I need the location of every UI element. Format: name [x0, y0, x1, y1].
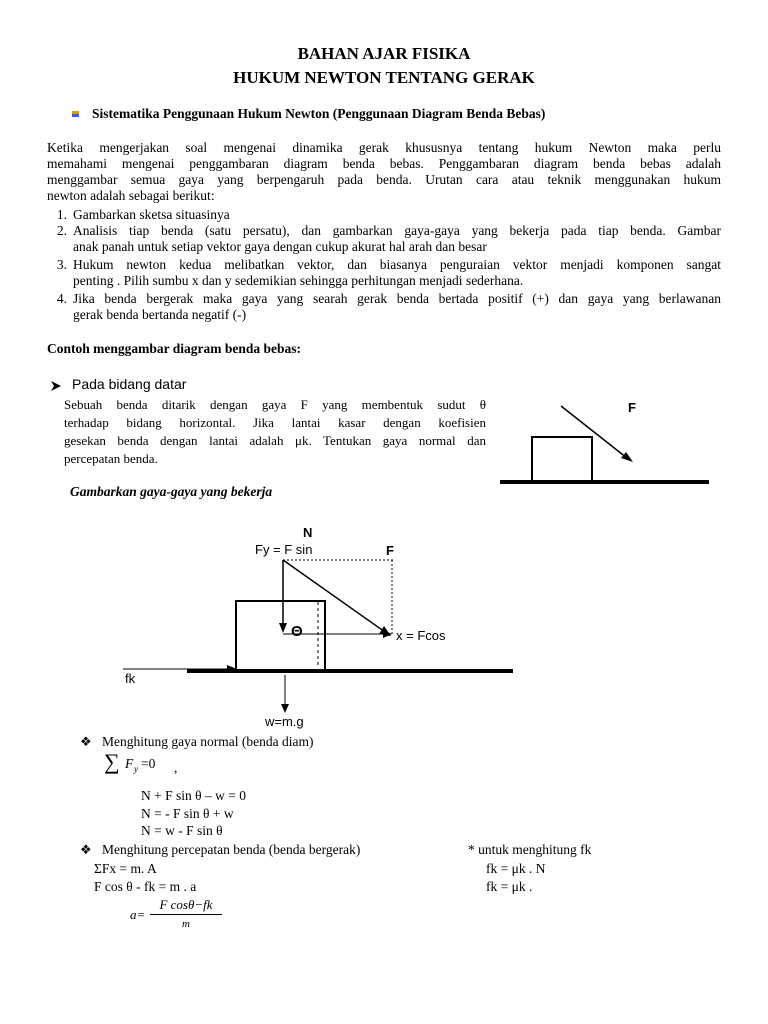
- document-subtitle: HUKUM NEWTON TENTANG GERAK: [233, 68, 535, 87]
- sum-comma: ,: [174, 760, 178, 775]
- step-text: anak panah untuk setiap vektor gaya dengan cukup akurat hal arah dan besar: [73, 239, 487, 254]
- weight-arrowhead-icon: [281, 704, 289, 713]
- fk-eq: fk = μk .: [486, 879, 533, 894]
- label-theta: Θ: [291, 623, 303, 640]
- bullet-icon: [70, 109, 82, 121]
- sum-var: F: [125, 756, 134, 771]
- accel-heading: Menghitung percepatan benda (benda bergerak): [102, 842, 361, 857]
- frac-denominator: m: [182, 918, 190, 930]
- normal-arrowhead-icon: [279, 623, 287, 633]
- intro-line: menggambar semua gaya yang berpengaruh pada benda. Urutan cara atau teknik menggunakan hukum: [47, 172, 721, 187]
- step-number: 4.: [56, 291, 67, 306]
- normal-eq: N = - F sin θ + w: [141, 806, 234, 821]
- step-text: Analisis tiap benda (satu persatu), dan gambarkan gaya-gaya yang bekerja pada tiap benda. Gambar: [73, 223, 721, 238]
- step-text: Jika benda bergerak maka gaya yang searah gerak benda bertada positif (+) dan gaya yang berlawanan: [73, 291, 721, 306]
- sum-sub: y: [134, 764, 138, 774]
- section-heading-systematics: Sistematika Penggunaan Hukum Newton (Penggunaan Diagram Benda Bebas): [92, 106, 546, 121]
- label-F: F: [386, 543, 394, 558]
- diamond-bullet-icon: ❖: [80, 842, 92, 857]
- force-arrow: [561, 406, 627, 458]
- fk-note: * untuk menghitung fk: [468, 842, 592, 857]
- frac-lhs: a=: [130, 907, 146, 922]
- step-text: Gambarkan sketsa situasinya: [73, 207, 230, 222]
- step-text: Hukum newton kedua melibatkan vektor, dan biasanya penguraian vektor menjadi komponen sangat: [73, 257, 721, 272]
- fk-eq: fk = μk . N: [486, 861, 546, 876]
- label-fk: fk: [125, 671, 136, 686]
- step-number: 3.: [56, 257, 67, 272]
- problem-line: Sebuah benda ditarik dengan gaya F yang membentuk sudut θ: [64, 397, 486, 412]
- label-Fy: Fy = F sin: [255, 542, 313, 557]
- normal-heading: Menghitung gaya normal (benda diam): [102, 734, 314, 749]
- arrow-bullet-icon: [50, 380, 62, 392]
- label-Fx: x = Fcos: [396, 628, 446, 643]
- section-heading-examples: Contoh menggambar diagram benda bebas:: [47, 341, 302, 356]
- intro-line: Ketika mengerjakan soal mengenai dinamika gerak khususnya tentang hukum Newton maka perlu: [47, 140, 721, 155]
- accel-eq: ΣFx = m. A: [94, 861, 157, 876]
- force-arrowhead-icon: [621, 452, 633, 462]
- problem-line: gesekan benda dengan lantai adalah μk. Tentukan gaya normal dan: [64, 433, 486, 448]
- intro-line: newton adalah sebagai berikut:: [47, 188, 215, 203]
- sum-rhs: =0: [141, 756, 156, 771]
- label-N: N: [303, 525, 313, 540]
- diamond-bullet-icon: ❖: [80, 734, 92, 749]
- normal-eq: N + F sin θ – w = 0: [141, 788, 246, 803]
- step-number: 2.: [56, 223, 67, 238]
- block-shape: [532, 437, 592, 481]
- fraction-bar: [150, 914, 222, 915]
- document-title: BAHAN AJAR FISIKA: [297, 44, 471, 63]
- frac-numerator: F cosθ−fk: [159, 897, 213, 912]
- step-text: penting . Pilih sumbu x dan y sedemikian sehingga perhitungan menjadi sederhana.: [73, 273, 524, 288]
- forces-heading: Gambarkan gaya-gaya yang bekerja: [70, 484, 273, 499]
- accel-eq: F cos θ - fk = m . a: [94, 879, 197, 894]
- sub-heading-flat-plane: Pada bidang datar: [72, 376, 187, 392]
- problem-line: terhadap bidang horizontal. Jika lantai kasar dengan koefisien: [64, 415, 486, 430]
- step-text: gerak benda bertanda negatif (-): [73, 307, 247, 322]
- label-w: w=m.g: [265, 714, 304, 729]
- step-number: 1.: [56, 207, 67, 222]
- normal-eq: N = w - F sin θ: [141, 823, 223, 838]
- free-body-diagram: [115, 520, 525, 735]
- situation-sketch: [495, 390, 715, 490]
- block-shape: [236, 601, 325, 671]
- force-F-line: [283, 560, 385, 632]
- sketch-label-F: F: [628, 400, 636, 415]
- problem-line: percepatan benda.: [64, 451, 158, 466]
- sum-symbol: ∑: [104, 749, 120, 774]
- intro-line: memahami mengenai penggambaran diagram benda bebas. Penggambaran diagram benda bebas adalah: [47, 156, 721, 171]
